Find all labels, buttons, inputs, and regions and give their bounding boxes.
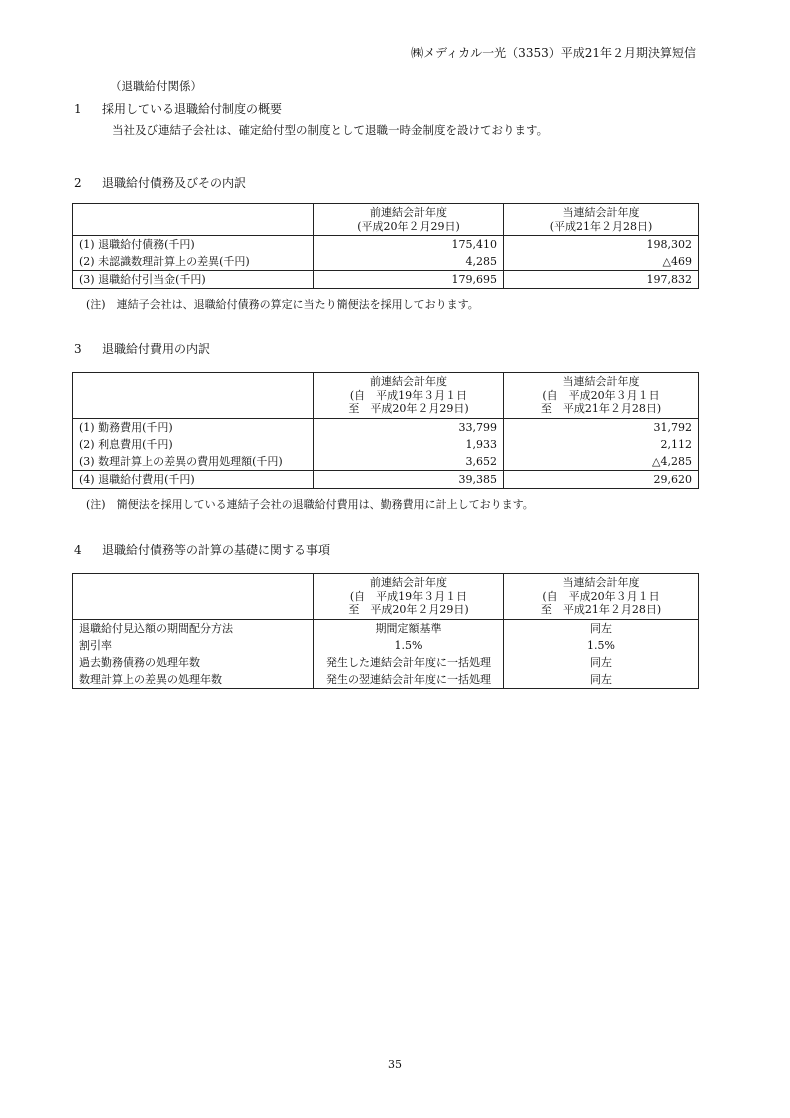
header-curr-year: 当連結会計年度 (平成21年２月28日)	[504, 204, 699, 236]
row-label: (2) 利息費用(千円)	[73, 436, 314, 453]
row-label: (3) 数理計算上の差異の費用処理額(千円)	[73, 453, 314, 471]
curr-value: △4,285	[504, 453, 699, 471]
section-4-heading	[74, 541, 330, 558]
curr-value: 同左	[504, 619, 699, 637]
curr-value: 同左	[504, 654, 699, 671]
section-1-text: 当社及び連結子会社は、確定給付型の制度として退職一時金制度を設けております。	[112, 123, 549, 137]
table-row	[73, 418, 699, 436]
row-label: 数理計算上の差異の処理年数	[73, 671, 314, 689]
table-row	[73, 654, 699, 671]
prev-value: 1.5%	[314, 637, 504, 654]
prev-value: 39,385	[314, 470, 504, 488]
subsection-title: （退職給付関係）	[110, 79, 202, 93]
row-label: (3) 退職給付引当金(千円)	[73, 271, 314, 289]
header-prev-year: 前連結会計年度 (自 平成19年３月１日 至 平成20年２月29日)	[314, 574, 504, 620]
header-empty-cell	[73, 574, 314, 620]
page-header: ㈱メディカル一光（3353）平成21年２月期決算短信	[411, 46, 696, 60]
header-curr-year: 当連結会計年度 (自 平成20年３月１日 至 平成21年２月28日)	[504, 574, 699, 620]
row-label: (4) 退職給付費用(千円)	[73, 470, 314, 488]
section-number: 3	[74, 342, 82, 356]
table-row	[73, 253, 699, 271]
table-row	[73, 436, 699, 453]
header-curr-year: 当連結会計年度 (自 平成20年３月１日 至 平成21年２月28日)	[504, 373, 699, 419]
prev-value: 33,799	[314, 418, 504, 436]
section-1-heading	[74, 100, 282, 117]
table-row	[73, 619, 699, 637]
prev-value: 期間定額基準	[314, 619, 504, 637]
table-header-row	[73, 574, 699, 620]
prev-value: 1,933	[314, 436, 504, 453]
table-row	[73, 271, 699, 289]
curr-value: 197,832	[504, 271, 699, 289]
header-prev-year: 前連結会計年度 (平成20年２月29日)	[314, 204, 504, 236]
section-number: 2	[74, 176, 82, 190]
section-title: 退職給付費用の内訳	[102, 342, 211, 356]
prev-value: 175,410	[314, 236, 504, 254]
curr-value: △469	[504, 253, 699, 271]
section-title: 退職給付債務等の計算の基礎に関する事項	[102, 543, 331, 557]
page-number: 35	[388, 1058, 402, 1071]
table-row	[73, 453, 699, 471]
section-3-heading	[74, 340, 210, 357]
curr-value: 同左	[504, 671, 699, 689]
row-label: (1) 退職給付債務(千円)	[73, 236, 314, 254]
row-label: 退職給付見込額の期間配分方法	[73, 619, 314, 637]
curr-value: 31,792	[504, 418, 699, 436]
table-row	[73, 637, 699, 654]
row-label: (2) 未認識数理計算上の差異(千円)	[73, 253, 314, 271]
table-row	[73, 236, 699, 254]
table-note: (注) 簡便法を採用している連結子会社の退職給付費用は、勤務費用に計上しております。	[86, 498, 534, 511]
prev-value: 179,695	[314, 271, 504, 289]
table-header-row	[73, 373, 699, 419]
section-title: 退職給付債務及びその内訳	[102, 176, 247, 190]
prev-value: 発生の翌連結会計年度に一括処理	[314, 671, 504, 689]
curr-value: 1.5%	[504, 637, 699, 654]
header-empty-cell	[73, 204, 314, 236]
table-row	[73, 671, 699, 689]
expense-table	[72, 372, 699, 489]
prev-value: 3,652	[314, 453, 504, 471]
table-row	[73, 470, 699, 488]
row-label: 過去勤務債務の処理年数	[73, 654, 314, 671]
curr-value: 29,620	[504, 470, 699, 488]
row-label: 割引率	[73, 637, 314, 654]
prev-value: 発生した連結会計年度に一括処理	[314, 654, 504, 671]
section-title: 採用している退職給付制度の概要	[102, 102, 283, 116]
obligation-table	[72, 203, 699, 289]
table-note: (注) 連結子会社は、退職給付債務の算定に当たり簡便法を採用しております。	[86, 298, 479, 311]
table-header-row	[73, 204, 699, 236]
curr-value: 2,112	[504, 436, 699, 453]
section-number: 1	[74, 102, 82, 116]
header-empty-cell	[73, 373, 314, 419]
prev-value: 4,285	[314, 253, 504, 271]
header-prev-year: 前連結会計年度 (自 平成19年３月１日 至 平成20年２月29日)	[314, 373, 504, 419]
section-number: 4	[74, 543, 82, 557]
row-label: (1) 勤務費用(千円)	[73, 418, 314, 436]
curr-value: 198,302	[504, 236, 699, 254]
assumptions-table	[72, 573, 699, 689]
section-2-heading	[74, 174, 246, 191]
